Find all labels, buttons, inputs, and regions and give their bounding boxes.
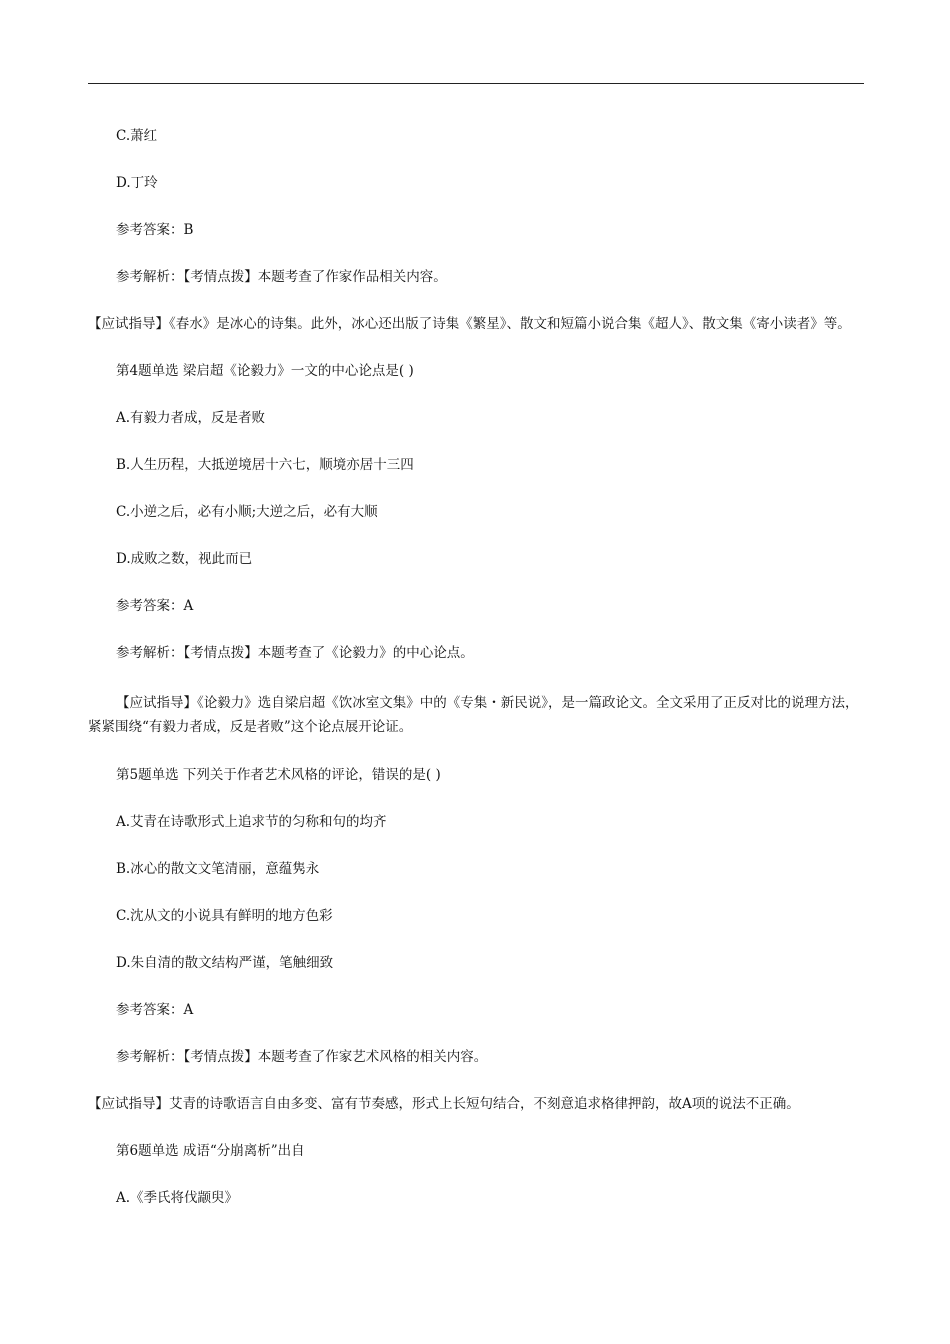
- question-4-analysis: 参考解析：【考情点拨】本题考查了《论毅力》的中心论点。: [116, 645, 474, 661]
- question-4-option-a: A.有毅力者成，反是者败: [116, 410, 266, 426]
- question-4-title: 第4题单选 梁启超《论毅力》一文的中心论点是( ): [116, 363, 414, 379]
- question-5-answer: 参考答案：A: [116, 1002, 194, 1018]
- question-5-option-c: C.沈从文的小说具有鲜明的地方色彩: [116, 908, 333, 924]
- question-5-guidance: 【应试指导】艾青的诗歌语言自由多变、富有节奏感，形式上长短句结合，不刻意追求格律押韵，故A项的说法不正确。: [88, 1096, 800, 1112]
- header-rule: [88, 83, 864, 84]
- reference-answer: 参考答案：B: [116, 222, 194, 238]
- question-4-option-d: D.成败之数，视此而已: [116, 551, 253, 567]
- exam-guidance: 【应试指导】《春水》是冰心的诗集。此外，冰心还出版了诗集《繁星》、散文和短篇小说合集《超人》、散文集《寄小读者》等。: [88, 316, 851, 332]
- question-5-option-a: A.艾青在诗歌形式上追求节的匀称和句的均齐: [116, 814, 387, 830]
- question-5-analysis: 参考解析：【考情点拨】本题考查了作家艺术风格的相关内容。: [116, 1049, 488, 1065]
- reference-analysis: 参考解析：【考情点拨】本题考查了作家作品相关内容。: [116, 269, 447, 285]
- question-5-title: 第5题单选 下列关于作者艺术风格的评论，错误的是( ): [116, 767, 441, 783]
- option-c: C.萧红: [116, 128, 158, 144]
- question-5-option-b: B.冰心的散文文笔清丽，意蕴隽永: [116, 861, 320, 877]
- question-4-option-c: C.小逆之后，必有小顺;大逆之后，必有大顺: [116, 504, 378, 520]
- question-4-answer: 参考答案：A: [116, 598, 194, 614]
- question-5-option-d: D.朱自清的散文结构严谨，笔触细致: [116, 955, 334, 971]
- question-6-option-a: A.《季氏将伐颛臾》: [116, 1190, 239, 1206]
- option-d: D.丁玲: [116, 175, 158, 191]
- question-6-title: 第6题单选 成语“分崩离析”出自: [116, 1143, 305, 1159]
- question-4-option-b: B.人生历程，大抵逆境居十六七，顺境亦居十三四: [116, 457, 414, 473]
- question-4-guidance: 【应试指导】《论毅力》选自梁启超《饮冰室文集》中的《专集・新民说》，是一篇政论文。全文采用了正反对比的说理方法，紧紧围绕“有毅力者成，反是者败”这个论点展开论证。: [88, 695, 859, 735]
